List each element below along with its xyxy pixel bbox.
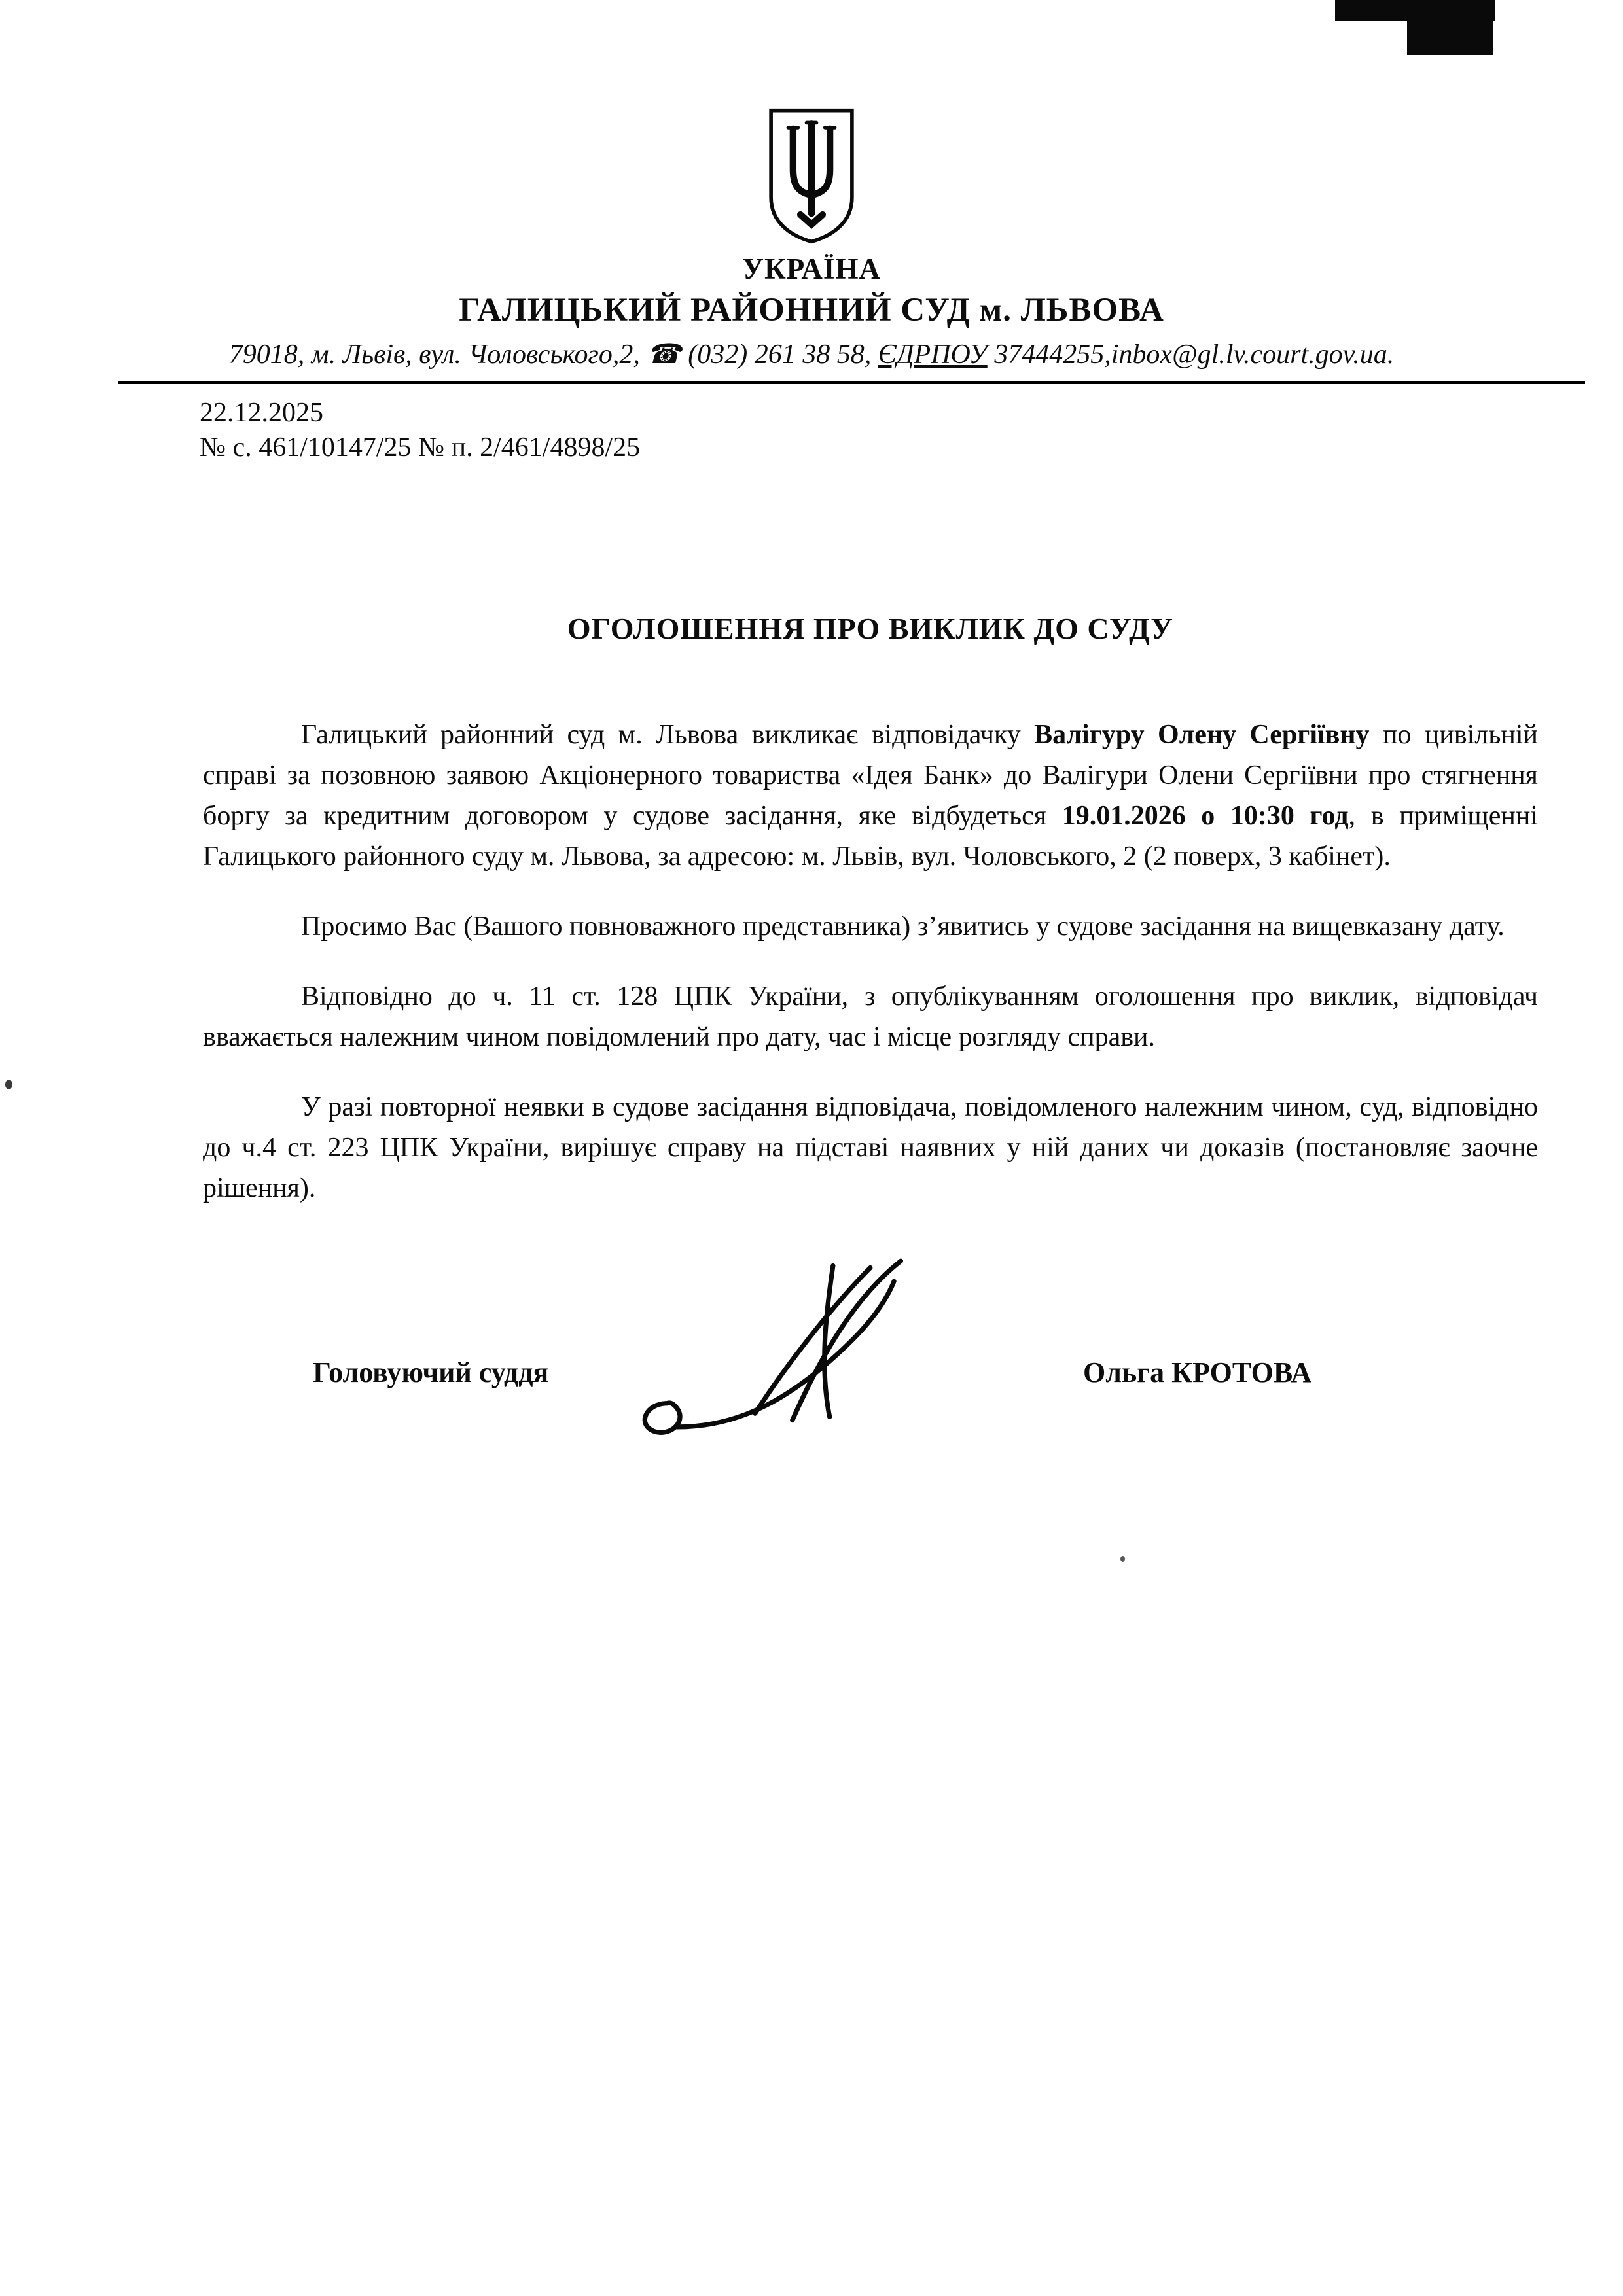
paragraph-consequences: У разі повторної неявки в судове засідання відповідача, повідомленого належним чином, суд, відповідно до ч.4 ст. 223 ЦПК України, вирішує справу на підставі наявних у ній даних чи доказів (постановляє заочне рішення). bbox=[203, 1092, 1538, 1204]
paragraph-summons bbox=[203, 715, 1538, 877]
defendant-name: Валігуру Олену Сергіївну bbox=[1034, 720, 1370, 751]
judge-role-label: Головуючий суддя bbox=[313, 1356, 549, 1389]
handwritten-signature bbox=[628, 1258, 929, 1447]
p1-text-2: по цивільній справі за позовною заявою Акціонерного товариства «Ідея Банк» до Валігури Олени Сергіївни про стягнення боргу за кредитним договором у судове засідання, яке відбудеться bbox=[203, 720, 1538, 832]
paragraph-request: Просимо Вас (Вашого повноважного представника) з’явитись у судове засідання на вищевказану дату. bbox=[301, 911, 1505, 942]
scan-artifact-top-right bbox=[1335, 0, 1495, 21]
address-text: 79018, м. Львів, вул. Чоловського,2, bbox=[228, 340, 647, 370]
court-name: ГАЛИЦЬКИЙ РАЙОННИЙ СУД м. ЛЬВОВА bbox=[459, 291, 1164, 328]
edrpou-email-text: 37444255,inbox@gl.lv.court.gov.ua. bbox=[987, 340, 1395, 370]
hearing-datetime: 19.01.2026 о 10:30 год bbox=[1061, 801, 1349, 832]
letterhead bbox=[0, 0, 1623, 384]
scan-artifact-left-edge bbox=[5, 1080, 12, 1089]
signature-block bbox=[0, 1258, 1623, 1532]
phone-icon: ☎ bbox=[647, 340, 681, 370]
scan-artifact-dot bbox=[1120, 1556, 1125, 1562]
phone-number: (032) 261 38 58, bbox=[681, 340, 878, 370]
case-numbers: № с. 461/10147/25 № п. 2/461/4898/25 bbox=[200, 433, 641, 463]
court-address-line bbox=[0, 338, 1623, 371]
judge-name: Ольга КРОТОВА bbox=[1083, 1356, 1312, 1389]
p1-text-1: Галицький районний суд м. Львова викликає відповідачку bbox=[301, 720, 1035, 751]
header-divider bbox=[118, 381, 1585, 384]
ukraine-trident-emblem-icon bbox=[762, 105, 861, 247]
document-date: 22.12.2025 bbox=[200, 397, 323, 428]
country-name: УКРАЇНА bbox=[742, 253, 881, 285]
p1-text-3: , в приміщенні Галицького районного суду м. Львова, за адресою: м. Львів, вул. Чоловського, 2 (2 поверх, 3 кабінет). bbox=[203, 801, 1538, 872]
document-title: ОГОЛОШЕННЯ ПРО ВИКЛИК ДО СУДУ bbox=[567, 612, 1174, 646]
paragraph-legal-notice: Відповідно до ч. 11 ст. 128 ЦПК України, з опублікуванням оголошення про виклик, відповідач вважається належним чином повідомлений про дату, час і місце розгляду справи. bbox=[203, 981, 1538, 1053]
reference-block bbox=[200, 396, 1623, 467]
edrpou-label: ЄДРПОУ bbox=[878, 340, 988, 370]
document-body bbox=[203, 715, 1538, 1209]
scan-artifact-top-right-2 bbox=[1407, 21, 1493, 55]
